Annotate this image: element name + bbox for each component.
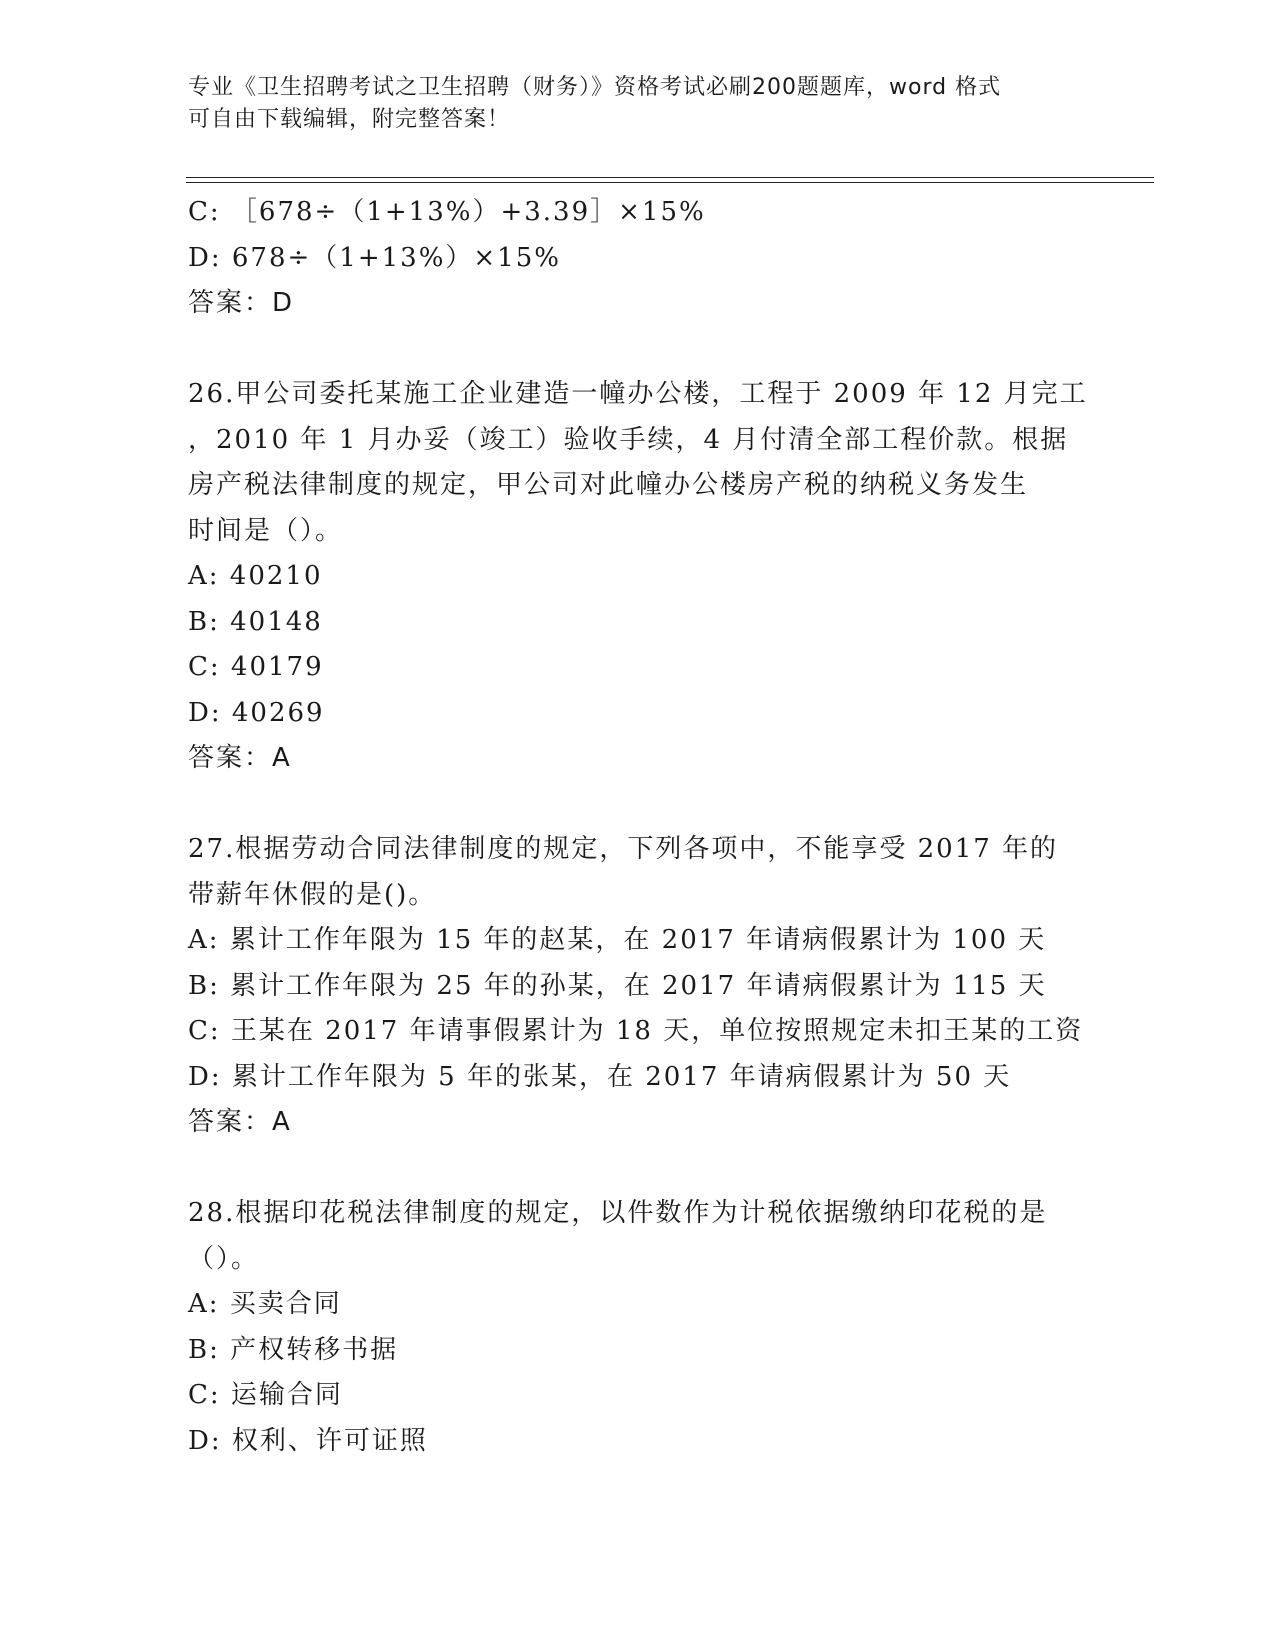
question-25 [188, 190, 1088, 327]
q27-stem-line-2: 带薪年休假的是()。 [188, 879, 437, 910]
q28-stem-line-2: （）。 [188, 1243, 260, 1274]
q26-option-d: D: 40269 [188, 697, 325, 728]
q28-option-d: D: 权利、许可证照 [188, 1425, 428, 1456]
q25-option-d: D: 678÷（1+13%）×15% [188, 242, 561, 273]
header-rule-top [186, 177, 1154, 178]
header-line-1: 专业《卫生招聘考试之卫生招聘（财务）》资格考试必刷200题题库，word 格式 [188, 75, 1002, 100]
q27-stem-line-1: 27.根据劳动合同法律制度的规定，下列各项中，不能享受 2017 年的 [188, 834, 1059, 864]
spacer [188, 327, 1088, 373]
q25-option-c: C: ［678÷（1+13%）+3.39］×15% [188, 197, 706, 227]
q26-answer: 答案：A [188, 743, 292, 773]
q27-option-b: B: 累计工作年限为 25 年的孙某，在 2017 年请病假累计为 115 天 [188, 970, 1047, 1001]
q26-option-a: A: 40210 [188, 561, 323, 591]
spacer [188, 1146, 1088, 1192]
q26-option-b: B: 40148 [188, 606, 323, 637]
spacer [188, 782, 1088, 828]
q26-stem-line-2: ，2010 年 1 月办妥（竣工）验收手续，4 月付清全部工程价款。根据 [188, 424, 1069, 455]
header-line-2: 可自由下载编辑，附完整答案！ [188, 107, 511, 132]
document-header [188, 72, 1068, 136]
question-28 [188, 1191, 1088, 1464]
q28-option-c: C: 运输合同 [188, 1380, 343, 1410]
q26-stem-line-1: 26.甲公司委托某施工企业建造一幢办公楼，工程于 2009 年 12 月完工 [188, 379, 1088, 409]
q27-answer: 答案：A [188, 1107, 292, 1137]
question-26 [188, 372, 1088, 782]
q27-option-c: C: 王某在 2017 年请事假累计为 18 天，单位按照规定未扣王某的工资 [188, 1016, 1084, 1046]
q28-stem-line-1: 28.根据印花税法律制度的规定，以件数作为计税依据缴纳印花税的是 [188, 1198, 1048, 1228]
q26-stem-line-4: 时间是（）。 [188, 515, 344, 546]
q28-option-a: A: 买卖合同 [188, 1289, 342, 1319]
q28-option-b: B: 产权转移书据 [188, 1334, 399, 1365]
q26-option-c: C: 40179 [188, 652, 324, 682]
q27-option-a: A: 累计工作年限为 15 年的赵某，在 2017 年请病假累计为 100 天 [188, 925, 1047, 955]
q25-answer: 答案：D [188, 288, 295, 318]
header-rule-bottom [186, 182, 1154, 183]
q26-stem-line-3: 房产税法律制度的规定，甲公司对此幢办公楼房产税的纳税义务发生 [188, 470, 1029, 500]
question-27 [188, 827, 1088, 1146]
q27-option-d: D: 累计工作年限为 5 年的张某，在 2017 年请病假累计为 50 天 [188, 1061, 1012, 1092]
question-content [188, 190, 1088, 1464]
